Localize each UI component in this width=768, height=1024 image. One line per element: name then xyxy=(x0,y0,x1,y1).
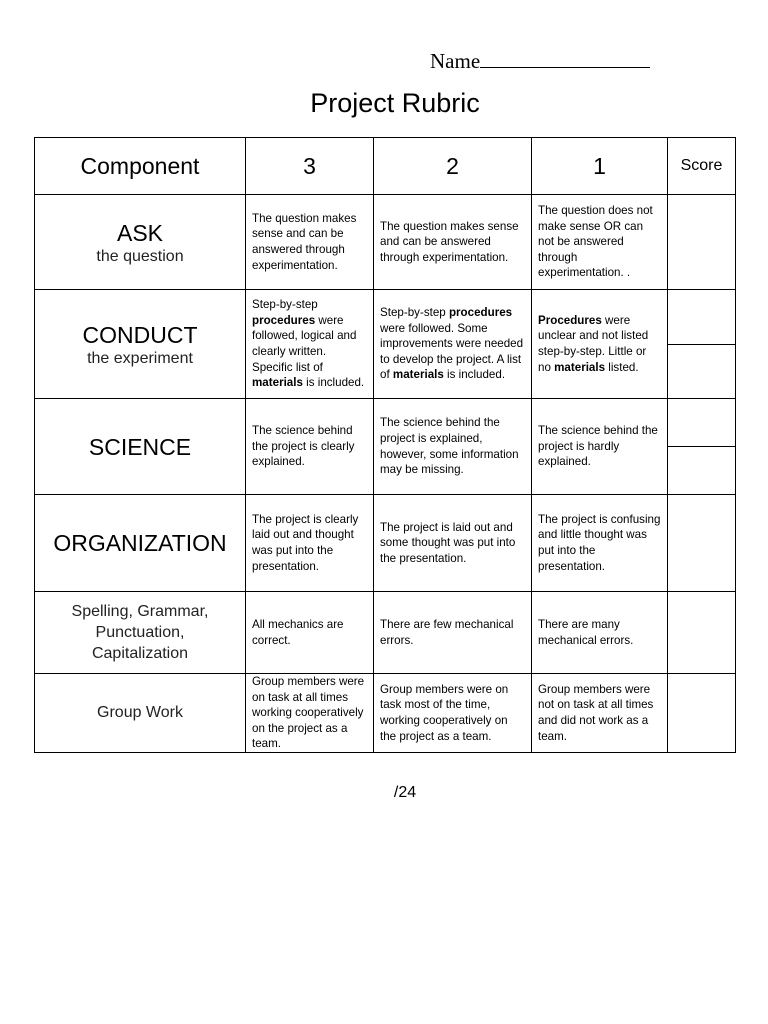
criteria-3: The question makes sense and can be answered through experimentation. xyxy=(246,195,374,290)
component-cell xyxy=(35,674,246,753)
criteria-3: The project is clearly laid out and thought was put into the presentation. xyxy=(246,495,374,592)
score-input[interactable] xyxy=(668,195,736,290)
criteria-1: Group members were not on task at all times and did not work as a team. xyxy=(532,674,668,753)
criteria-3: The science behind the project is clearly explained. xyxy=(246,399,374,495)
criteria-1: The question does not make sense OR can not be answered through experimentation. . xyxy=(532,195,668,290)
component-subtitle: the experiment xyxy=(87,350,193,367)
header-row xyxy=(35,138,736,195)
score-input[interactable] xyxy=(668,674,736,753)
criteria-2: The project is laid out and some thought was put into the presentation. xyxy=(374,495,532,592)
criteria-1: There are many mechanical errors. xyxy=(532,592,668,674)
score-box-upper[interactable] xyxy=(668,399,735,447)
component-cell xyxy=(35,592,246,674)
table-row xyxy=(35,399,736,495)
score-input[interactable] xyxy=(668,290,736,399)
criteria-1: The project is confusing and little thought was put into the presentation. xyxy=(532,495,668,592)
table-row xyxy=(35,495,736,592)
criteria-1: The science behind the project is hardly explained. xyxy=(532,399,668,495)
name-field[interactable] xyxy=(430,47,650,74)
col-header-score: Score xyxy=(668,138,736,195)
criteria-1: Procedures were unclear and not listed step-by-step. Little or no materials listed. xyxy=(532,290,668,399)
component-name: SCIENCE xyxy=(88,433,192,460)
criteria-3: All mechanics are correct. xyxy=(246,592,374,674)
component-cell xyxy=(35,195,246,290)
criteria-2: There are few mechanical errors. xyxy=(374,592,532,674)
rubric-table xyxy=(34,137,736,753)
component-name: ASK xyxy=(116,220,164,246)
score-input[interactable] xyxy=(668,495,736,592)
col-header-3: 3 xyxy=(246,138,374,195)
table-row xyxy=(35,290,736,399)
component-cell xyxy=(35,399,246,495)
criteria-2: The science behind the project is explained, however, some information may be missing. xyxy=(374,399,532,495)
col-header-component: Component xyxy=(35,138,246,195)
score-input[interactable] xyxy=(668,592,736,674)
col-header-1: 1 xyxy=(532,138,668,195)
criteria-2: Group members were on task most of the time, working cooperatively on the project as a team. xyxy=(374,674,532,753)
table-row xyxy=(35,195,736,290)
score-box-lower[interactable] xyxy=(668,345,735,399)
component-cell xyxy=(35,495,246,592)
name-label: Name xyxy=(430,49,481,73)
col-header-2: 2 xyxy=(374,138,532,195)
page-title: Project Rubric xyxy=(310,88,480,118)
name-blank-line[interactable] xyxy=(480,47,650,68)
table-row xyxy=(35,674,736,753)
score-box-lower[interactable] xyxy=(668,447,735,494)
criteria-2: Step-by-step procedures were followed. Some improvements were needed to develop the project. A list of materials is included. xyxy=(374,290,532,399)
score-input[interactable] xyxy=(668,399,736,495)
component-name: Spelling, Grammar, Punctuation, Capitalization xyxy=(71,603,209,662)
component-name: CONDUCT xyxy=(82,322,198,348)
component-name: Group Work xyxy=(97,704,183,722)
component-subtitle: the question xyxy=(96,248,184,265)
score-box-upper[interactable] xyxy=(668,290,735,345)
criteria-2: The question makes sense and can be answered through experimentation. xyxy=(374,195,532,290)
criteria-3: Group members were on task at all times working cooperatively on the project as a team. xyxy=(246,674,374,753)
component-cell xyxy=(35,290,246,399)
component-name: ORGANIZATION xyxy=(53,530,227,556)
table-row xyxy=(35,592,736,674)
total-score: /24 xyxy=(393,784,417,801)
criteria-3: Step-by-step procedures were followed, logical and clearly written. Specific list of materials is included. xyxy=(246,290,374,399)
